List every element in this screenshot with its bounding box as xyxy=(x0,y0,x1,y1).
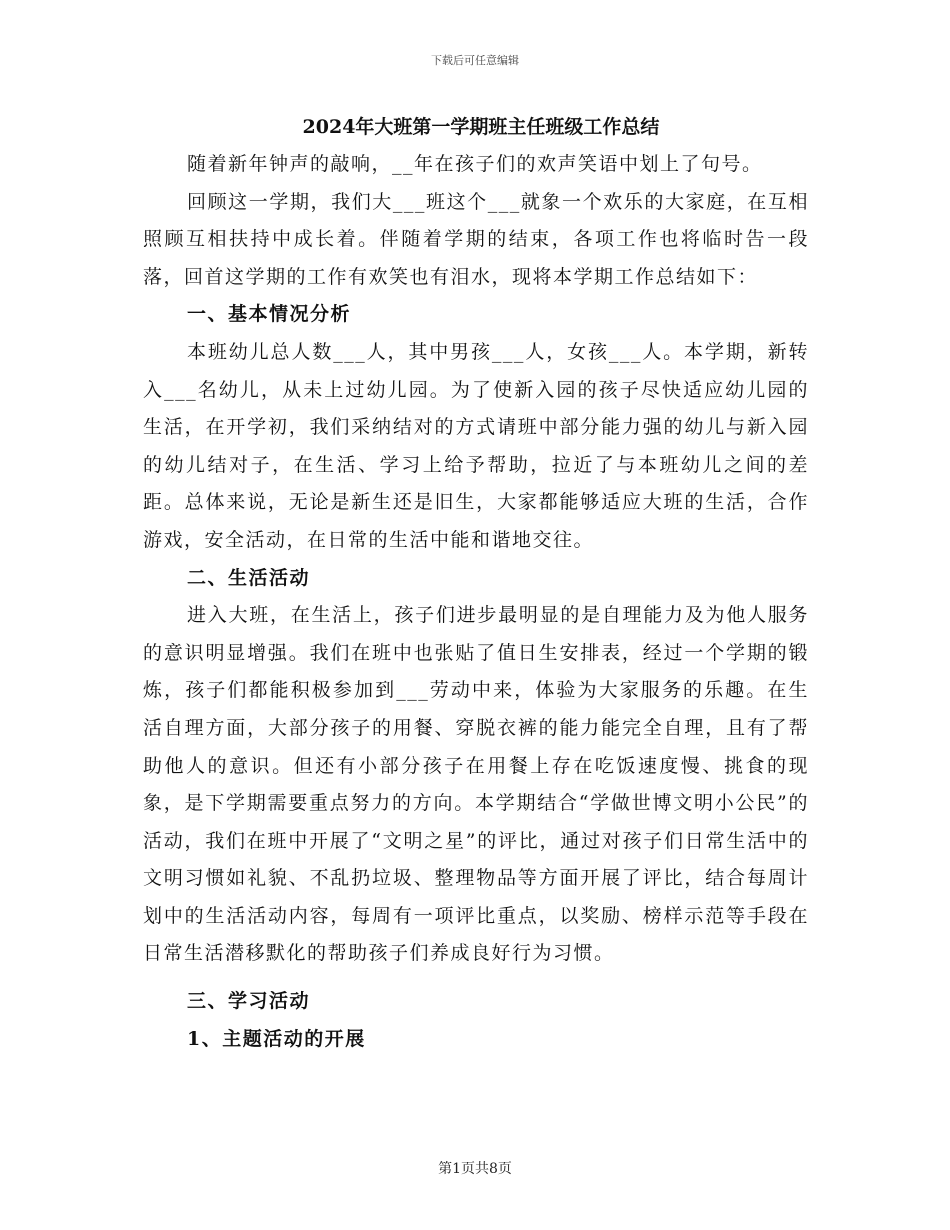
paragraph-basic: 本班幼儿总人数___人，其中男孩___人，女孩___人。本学期，新转入___名幼儿，从未上过幼儿园。为了使新入园的孩子尽快适应幼儿园的生活，在开学初，我们采纳结对的方式请班中部分能力强的幼儿与新入园的幼儿结对子，在生活、学习上给予帮助，拉近了与本班幼儿之间的差距。总体来说，无论是新生还是旧生，大家都能够适应大班的生活，合作游戏，安全活动，在日常的生活中能和谐地交往。 xyxy=(143,340,809,551)
subsection-heading-theme: 1、主题活动的开展 xyxy=(187,1027,366,1050)
paragraph-life: 进入大班，在生活上，孩子们进步最明显的是自理能力及为他人服务的意识明显增强。我们在班中也张贴了值日生安排表，经过一个学期的锻炼，孩子们都能积极参加到___劳动中来，体验为大家服务的乐趣。在生活自理方面，大部分孩子的用餐、穿脱衣裤的能力能完全自理，且有了帮助他人的意识。但还有小部分孩子在用餐上存在吃饭速度慢、挑食的现象，是下学期需要重点努力的方向。本学期结合“学做世博文明小公民”的活动，我们在班中开展了“文明之星”的评比，通过对孩子们日常生活中的文明习惯如礼貌、不乱扔垃圾、整理物品等方面开展了评比，结合每周计划中的生活活动内容，每周有一项评比重点，以奖励、榜样示范等手段在日常生活潜移默化的帮助孩子们养成良好行为习惯。 xyxy=(143,604,809,965)
header-note: 下载后可任意编辑 xyxy=(431,54,519,67)
document-title: 2024年大班第一学期班主任班级工作总结 xyxy=(302,116,660,138)
section-heading-basic: 一、基本情况分析 xyxy=(187,303,352,326)
section-heading-life: 二、生活活动 xyxy=(187,566,311,589)
page-footer: 第1页共8页 xyxy=(438,1161,512,1177)
document-body xyxy=(143,112,809,1058)
section-heading-study: 三、学习活动 xyxy=(187,990,311,1013)
paragraph-review: 回顾这一学期，我们大___班这个___就象一个欢乐的大家庭，在互相照顾互相扶持中成长着。伴随着学期的结束，各项工作也将临时告一段落，回首这学期的工作有欢笑也有泪水，现将本学期工作总结如下： xyxy=(143,190,809,288)
paragraph-intro: 随着新年钟声的敲响，__年在孩子们的欢声笑语中划上了句号。 xyxy=(187,153,763,175)
